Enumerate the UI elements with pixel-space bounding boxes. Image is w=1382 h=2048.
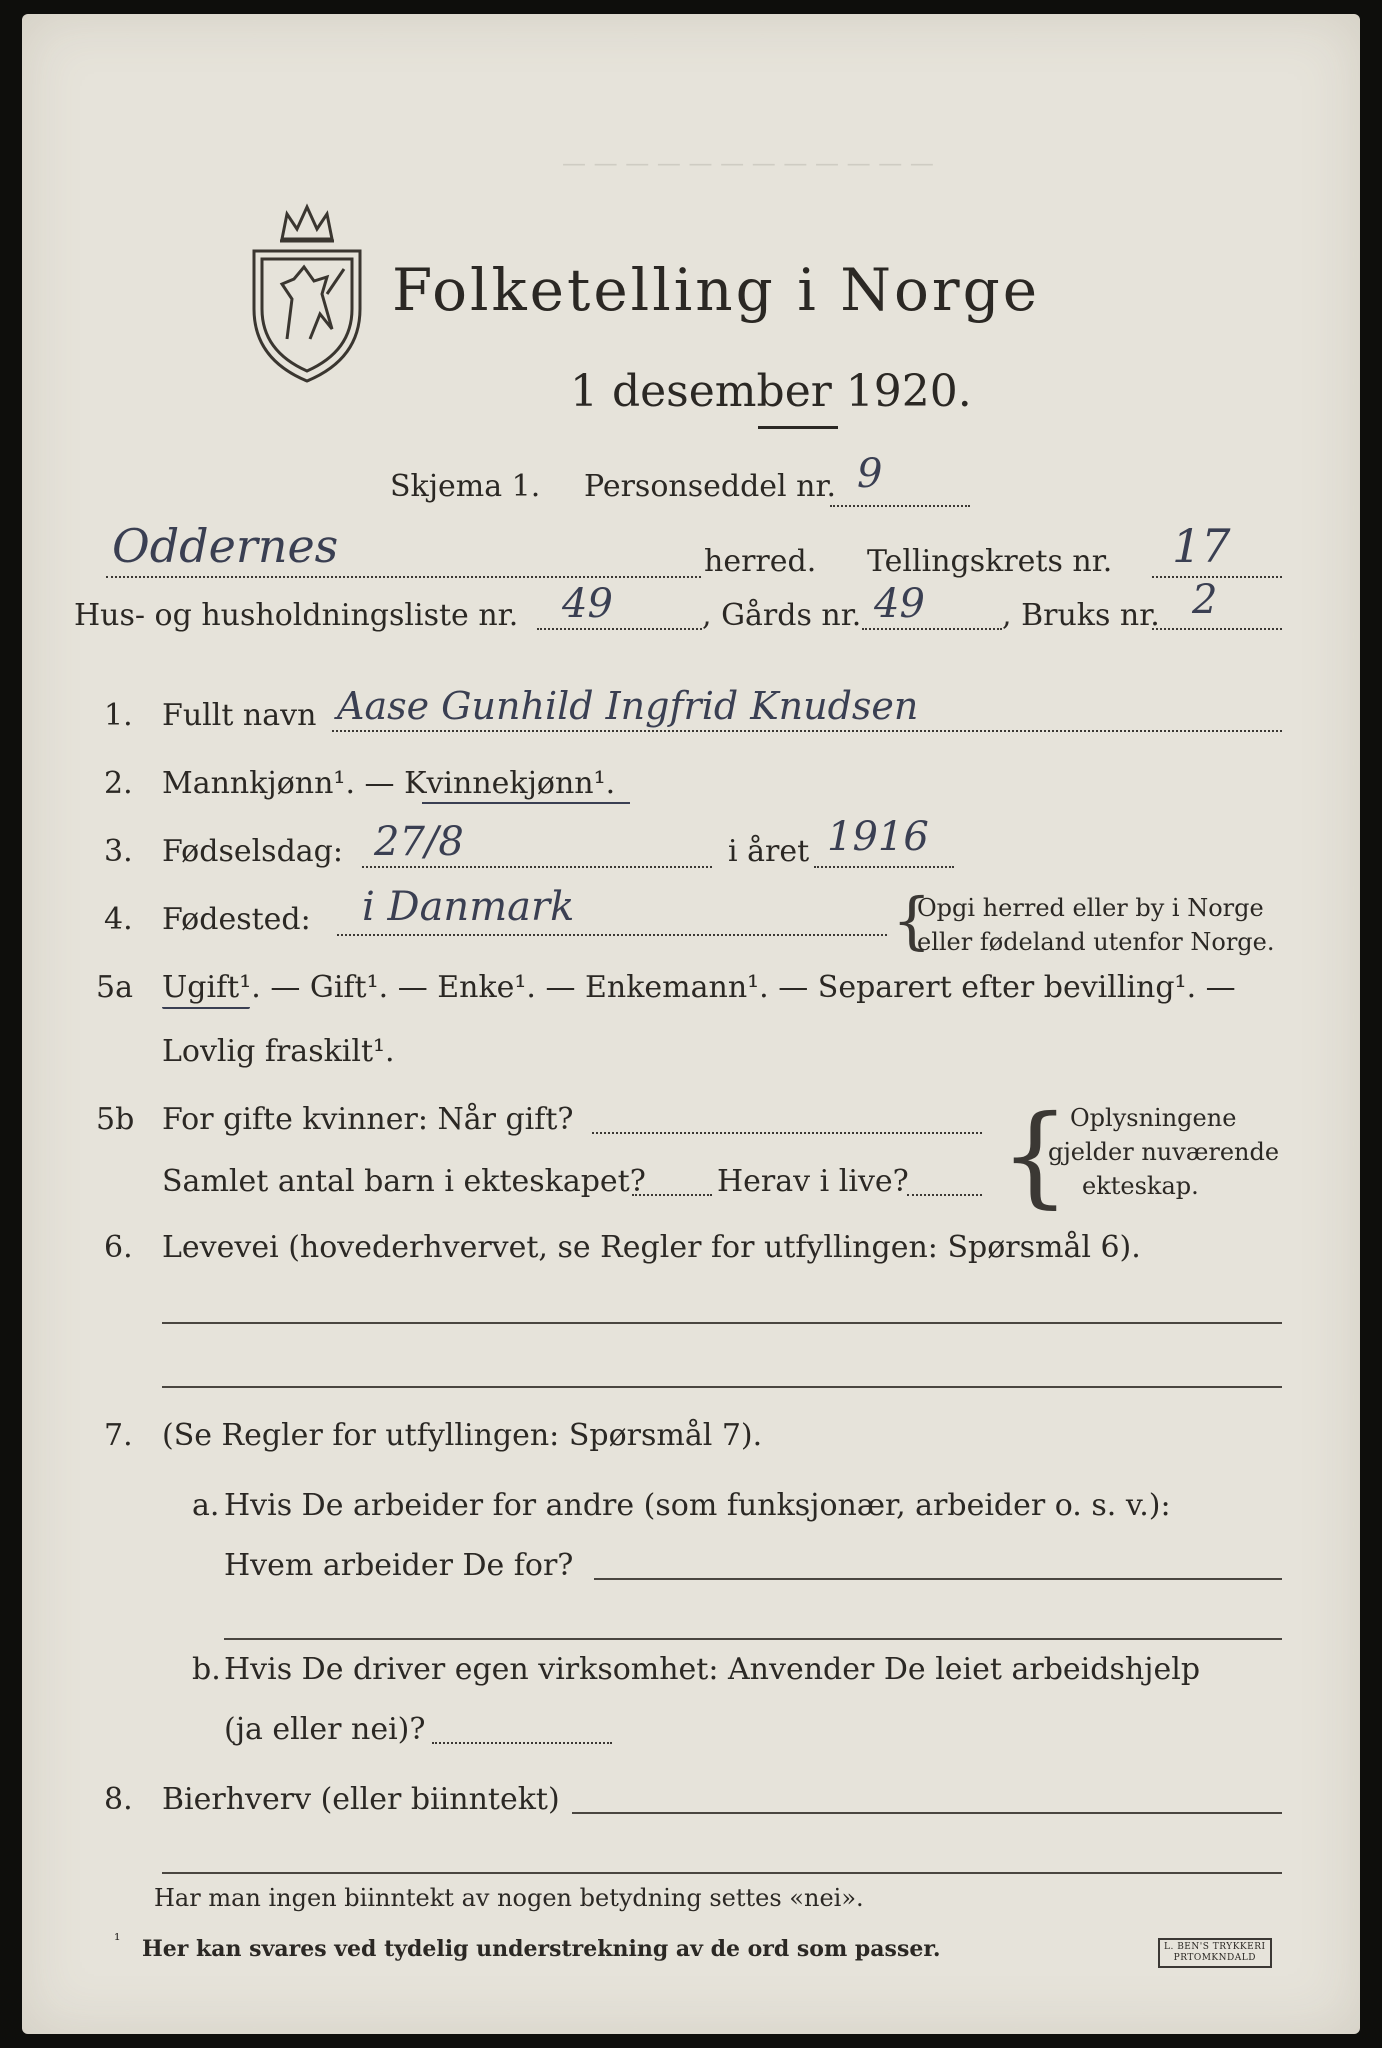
q5b-number: 5b <box>96 1102 135 1137</box>
tellingskrets-value: 17 <box>1172 519 1231 573</box>
q3-label: Fødselsdag: <box>162 834 343 869</box>
year-label: i året <box>728 834 810 869</box>
liste-value: 49 <box>562 581 613 627</box>
q2-number: 2. <box>104 766 133 801</box>
q5b-alive-label: Herav i live? <box>717 1164 909 1199</box>
q1-label: Fullt navn <box>162 698 317 733</box>
q7b-line2: (ja eller nei)? <box>224 1712 426 1747</box>
q5a-number: 5a <box>96 970 133 1005</box>
q7a-number: a. <box>192 1488 220 1523</box>
q4-note-line1: Opgi herred eller by i Norge <box>917 894 1264 922</box>
q7a-line2: Hvem arbeider De for? <box>224 1548 574 1583</box>
q6-label: Levevei (hovederhvervet, se Regler for utfyllingen: Spørsmål 6). <box>162 1230 1141 1265</box>
q7b-number: b. <box>192 1652 221 1687</box>
form-date: 1 desember 1920. <box>570 366 972 417</box>
footnote-text: Her kan svares ved tydelig understrekning av de ord som passer. <box>142 1936 941 1962</box>
hired-help-field[interactable] <box>432 1742 612 1744</box>
gards-label: , Gårds nr. <box>702 598 862 633</box>
printer-stamp <box>1158 1938 1272 1968</box>
occupation-field-line2[interactable] <box>162 1386 1282 1388</box>
footer-note: Har man ingen biinntekt av nogen betydning settes «nei». <box>154 1884 864 1912</box>
footnote-mark: ¹ <box>114 1930 121 1949</box>
q8-label: Bierhverv (eller biinntekt) <box>162 1782 560 1817</box>
side-income-field-line2[interactable] <box>162 1872 1282 1874</box>
bruks-field[interactable] <box>1152 628 1282 630</box>
q5b-married-when-label: For gifte kvinner: Når gift? <box>162 1102 574 1137</box>
full-name-value: Aase Gunhild Ingfrid Knudsen <box>337 684 919 728</box>
birth-year-field[interactable] <box>814 866 954 868</box>
q7-label: (Se Regler for utfyllingen: Spørsmål 7). <box>162 1418 763 1453</box>
q5b-note-line3: ekteskap. <box>1082 1172 1199 1200</box>
children-alive-field[interactable] <box>907 1194 982 1196</box>
herred-field[interactable] <box>106 576 701 578</box>
liste-label: Hus- og husholdningsliste nr. <box>74 598 519 633</box>
liste-field[interactable] <box>537 628 702 630</box>
q5b-children-label: Samlet antal barn i ekteskapet? <box>162 1164 646 1199</box>
schema-label: Skjema 1. <box>390 469 541 504</box>
q1-number: 1. <box>104 698 133 733</box>
gards-field[interactable] <box>862 628 1002 630</box>
q5b-note-line2: gjelder nuværende <box>1048 1138 1280 1166</box>
birthplace-value: i Danmark <box>362 884 575 930</box>
census-form-page <box>22 14 1360 2034</box>
q5a-status-options-line2: Lovlig fraskilt¹. <box>162 1034 395 1069</box>
coat-of-arms-icon <box>232 189 382 389</box>
q5b-brace: { <box>1000 1091 1070 1219</box>
married-when-field[interactable] <box>592 1132 982 1134</box>
birthday-field[interactable] <box>362 866 712 868</box>
kvinnekjonn-underline <box>422 802 630 804</box>
q5b-note-line1: Oplysningene <box>1070 1104 1237 1132</box>
bruks-value: 2 <box>1192 577 1218 623</box>
show-through-text: — — — — — — — — — — — — <box>562 149 934 177</box>
employer-field[interactable] <box>594 1578 1282 1580</box>
birthplace-field[interactable] <box>337 934 887 936</box>
birthday-value: 27/8 <box>374 819 464 865</box>
personseddel-field[interactable] <box>830 505 970 507</box>
q8-number: 8. <box>104 1782 133 1817</box>
q7b-line1: Hvis De driver egen virksomhet: Anvender De leiet arbeidshjelp <box>224 1652 1201 1687</box>
personseddel-label: Personseddel nr. <box>584 469 837 504</box>
bruks-label: , Bruks nr. <box>1002 598 1160 633</box>
title-divider <box>758 426 838 429</box>
q2-gender-options: Mannkjønn¹. — Kvinnekjønn¹. <box>162 766 616 801</box>
q7a-line1: Hvis De arbeider for andre (som funksjonær, arbeider o. s. v.): <box>224 1488 1171 1523</box>
herred-value: Oddernes <box>112 519 339 573</box>
herred-label: herred. <box>704 544 817 579</box>
form-title: Folketelling i Norge <box>392 256 1041 324</box>
tellingskrets-label: Tellingskrets nr. <box>867 544 1113 579</box>
personseddel-value: 9 <box>857 451 883 497</box>
ugift-underline <box>162 1007 250 1009</box>
gards-value: 49 <box>874 581 925 627</box>
q4-number: 4. <box>104 902 133 937</box>
q5a-status-options: Ugift¹. — Gift¹. — Enke¹. — Enkemann¹. — Separert efter bevilling¹. — <box>162 970 1236 1005</box>
employer-field-line2[interactable] <box>224 1638 1282 1640</box>
q4-brace: { <box>892 884 932 957</box>
occupation-field-line1[interactable] <box>162 1322 1282 1324</box>
stamp-line1: L. BEN'S TRYKKERI <box>1164 1942 1266 1952</box>
side-income-field[interactable] <box>572 1812 1282 1814</box>
q4-label: Fødested: <box>162 902 311 937</box>
full-name-field[interactable] <box>332 730 1282 732</box>
q4-note-line2: eller fødeland utenfor Norge. <box>917 928 1275 956</box>
q3-number: 3. <box>104 834 133 869</box>
birth-year-value: 1916 <box>827 814 929 860</box>
children-total-field[interactable] <box>632 1194 712 1196</box>
q7-number: 7. <box>104 1418 133 1453</box>
q6-number: 6. <box>104 1230 133 1265</box>
stamp-line2: PRTOMKNDALD <box>1173 1953 1256 1963</box>
